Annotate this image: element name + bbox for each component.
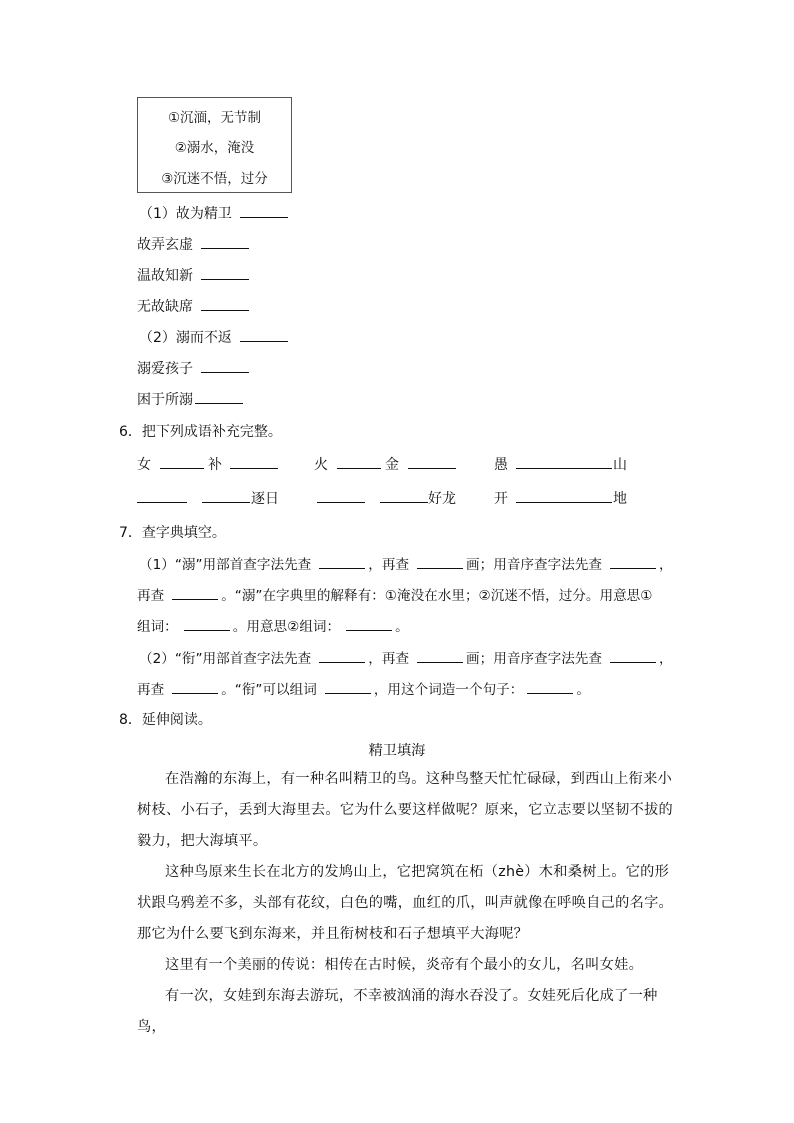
answer-blank[interactable] (201, 358, 249, 373)
definition-2: ②溺水，淹没 (174, 140, 255, 156)
q5-word-3 (137, 296, 252, 316)
answer-blank[interactable] (172, 585, 218, 600)
answer-blank[interactable] (417, 554, 463, 569)
idiom-blank[interactable] (516, 454, 612, 469)
q7-text: 再查 (137, 682, 165, 698)
q6-title: 6．把下列成语补充完整。 (119, 424, 282, 440)
answer-blank[interactable] (240, 203, 288, 218)
q8-title: 8．延伸阅读。 (119, 712, 212, 728)
answer-blank[interactable] (610, 554, 656, 569)
q5-word-text: 无故缺席 (137, 299, 193, 315)
q7-line-2 (137, 584, 652, 604)
q7-text: 。 (395, 619, 409, 635)
q5-prompt-1: （1）故为精卫 (139, 206, 232, 222)
idiom-blank[interactable] (230, 454, 278, 469)
answer-blank[interactable] (346, 616, 392, 631)
q7-text: 画；用音序查字法先查 (466, 557, 602, 573)
answer-blank[interactable] (325, 679, 371, 694)
idiom-char: 愚 (494, 457, 508, 473)
q7-text: ， (658, 651, 673, 667)
answer-blank[interactable] (527, 679, 573, 694)
q7-text: ，再查 (368, 651, 410, 667)
idiom-char: 火 (314, 457, 328, 473)
definition-box (137, 97, 292, 193)
idiom-char: 地 (613, 491, 627, 507)
story-paragraph-2: 这种鸟原来生长在北方的发鸠山上，它把窝筑在柘（zhè）木和桑树上。它的形状跟乌鸦差不多，头部有花纹，白色的嘴，血红的爪，叫声就像在呼唤自己的名字。那它为什么要飞到东海来，并且衔树枝和石子想填平大海呢？ (137, 864, 674, 942)
q7-line-5 (137, 678, 590, 698)
definition-3: ③沉迷不悟，过分 (161, 171, 268, 187)
answer-blank[interactable] (240, 327, 288, 342)
q5-word-text: 溺爱孩子 (137, 361, 193, 377)
answer-blank[interactable] (201, 296, 249, 311)
q5-word-text: 故弄玄虚 (137, 237, 193, 253)
q7-text: 画；用音序查字法先查 (466, 651, 602, 667)
answer-blank[interactable] (184, 616, 230, 631)
answer-blank[interactable] (201, 265, 249, 280)
q7-text: 组词： (137, 619, 178, 635)
q7-text: ，再查 (368, 557, 410, 573)
definition-1: ①沉湎，无节制 (167, 110, 262, 126)
q7-line-1 (139, 553, 673, 573)
idiom-char: 逐日 (251, 491, 279, 507)
q5-item-2 (139, 327, 291, 347)
q7-line-3 (137, 615, 409, 635)
story-title: 精卫填海 (368, 743, 426, 759)
answer-blank[interactable] (195, 389, 243, 404)
story-paragraph-1: 在浩瀚的东海上，有一种名叫精卫的鸟。这种鸟整天忙忙碌碌，到西山上衔来小树枝、小石子，丢到大海里去。它为什么要这样做呢？原来，它立志要以坚韧不拔的毅力，把大海填平。 (137, 771, 674, 849)
idiom-blank[interactable] (516, 488, 612, 503)
idiom-blank[interactable] (337, 454, 381, 469)
q5-word-4 (137, 358, 252, 378)
idiom-blank[interactable] (137, 488, 187, 503)
idiom-char: 金 (385, 457, 399, 473)
q7-text: 。“溺”在字典里的解释有：①淹没在水里；②沉迷不悟，过分。用意思① (221, 588, 653, 604)
story-paragraph-4: 有一次，女娃到东海去游玩，不幸被汹涌的海水吞没了。女娃死后化成了一种鸟， (137, 988, 658, 1035)
story-paragraph-3: 这里有一个美丽的传说：相传在古时候，炎帝有个最小的女儿，名叫女娃。 (165, 957, 644, 973)
q5-prompt-2: （2）溺而不返 (139, 330, 232, 346)
q5-word-5 (137, 389, 246, 409)
idiom-blank[interactable] (160, 454, 204, 469)
q7-text: ，用这个词造一个句子： (373, 682, 524, 698)
q7-text: （2）“衔”用部首查字法先查 (139, 651, 312, 667)
q7-text: 。“衔”可以组词 (221, 682, 317, 698)
idiom-char: 补 (208, 457, 222, 473)
idiom-blank[interactable] (202, 488, 250, 503)
q7-text: 。 (576, 682, 590, 698)
answer-blank[interactable] (417, 648, 463, 663)
idiom-blank[interactable] (317, 488, 365, 503)
answer-blank[interactable] (172, 679, 218, 694)
q5-word-text: 困于所溺 (137, 392, 193, 408)
q7-title: 7．查字典填空。 (119, 525, 226, 541)
idiom-char: 好龙 (428, 491, 456, 507)
idiom-char: 山 (613, 457, 627, 473)
idiom-blank[interactable] (408, 454, 456, 469)
q7-text: ， (658, 557, 673, 573)
q5-word-1 (137, 234, 252, 254)
idiom-char: 开 (494, 491, 508, 507)
idiom-blank[interactable] (380, 488, 428, 503)
q5-word-text: 温故知新 (137, 268, 193, 284)
answer-blank[interactable] (319, 554, 365, 569)
idiom-char: 女 (137, 457, 151, 473)
q5-word-2 (137, 265, 252, 285)
q7-text: （1）“溺”用部首查字法先查 (139, 557, 312, 573)
answer-blank[interactable] (201, 234, 249, 249)
q7-line-4 (139, 647, 673, 667)
q7-text: 。用意思②组词： (232, 619, 341, 635)
q5-item-1 (139, 203, 291, 223)
answer-blank[interactable] (319, 648, 365, 663)
answer-blank[interactable] (610, 648, 656, 663)
q7-text: 再查 (137, 588, 165, 604)
